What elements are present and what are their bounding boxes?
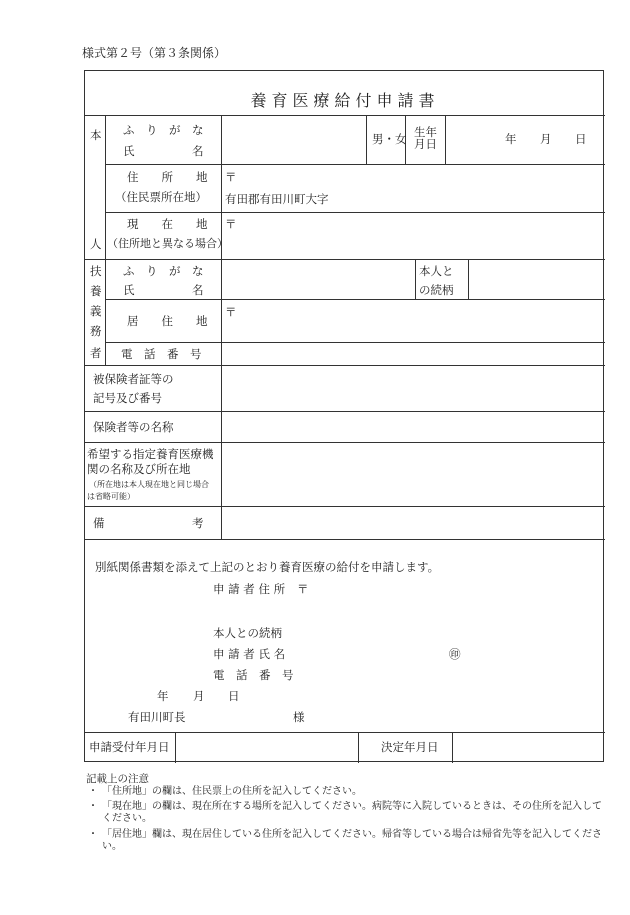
fuyou-char-2: 養 <box>90 284 102 298</box>
rule-decision-value <box>452 732 453 763</box>
relation-label-1: 本人と <box>419 264 454 278</box>
honnin-label-top: 本 <box>90 128 102 142</box>
address-label-1: 住 所 地 <box>127 170 208 184</box>
note-item-1 <box>88 786 604 798</box>
address-value[interactable]: 有田郡有田川町大字 <box>225 192 329 206</box>
rule-gender-left <box>366 115 367 164</box>
facility-note-1: （所在地は本人現在地と同じ場合 <box>89 480 209 489</box>
rule-birth-right <box>445 115 446 164</box>
sama-label: 様 <box>293 710 305 724</box>
current-label-1: 現 在 地 <box>127 217 208 231</box>
rule-title-bottom <box>85 115 605 116</box>
rule-side-label <box>105 115 106 365</box>
note-text: 「現在地」の欄は、現在所在する場所を記入してください。病院等に入院しているときは、その住所を記入してください。 <box>102 801 602 824</box>
seal-mark: ㊞ <box>449 647 461 661</box>
note-item-2 <box>88 801 604 825</box>
rule-decision-label <box>358 732 359 763</box>
birth-label-1: 生年 <box>414 125 437 139</box>
rule-relation-right <box>468 259 469 299</box>
note-item-3 <box>88 829 604 853</box>
birth-day: 日 <box>575 132 587 146</box>
form-title: 養育医療給付申請書 <box>250 91 440 110</box>
rule-name-bottom <box>105 164 605 165</box>
current-label-2: （住所地と異なる場合） <box>107 237 228 250</box>
application-form <box>84 70 604 762</box>
insurer-label: 保険者等の名称 <box>93 420 174 434</box>
birth-label-2: 月日 <box>414 137 437 151</box>
residence-label: 居 住 地 <box>127 314 208 328</box>
application-year: 年 <box>157 689 169 703</box>
notes-title: 記載上の注意 <box>86 773 149 785</box>
fuyou-phone-label: 電 話 番 号 <box>121 347 202 361</box>
note-bullet: ・ <box>88 801 98 812</box>
current-postal-mark: 〒 <box>225 217 237 231</box>
birth-year: 年 <box>505 132 517 146</box>
decision-date-label: 決定年月日 <box>381 740 439 754</box>
rule-label-column <box>221 115 222 539</box>
honnin-furigana-label: ふ り が な <box>123 123 204 137</box>
residence-postal-mark: 〒 <box>225 305 237 319</box>
rule-insurer-bottom <box>85 442 605 443</box>
address-label-2: （住民票所在地） <box>115 190 207 204</box>
received-date-label: 申請受付年月日 <box>89 740 170 754</box>
gender-select[interactable]: 男・女 <box>372 132 407 146</box>
facility-label-2: 関の名称及び所在地 <box>87 462 191 476</box>
rule-card-bottom <box>85 411 605 412</box>
rule-application-bottom <box>85 732 605 733</box>
rule-honnin-bottom <box>85 259 605 260</box>
note-text: 「居住地」欄は、現在居住している住所を記入してください。帰省等している場合は帰省先等を記入してください。 <box>102 829 602 852</box>
birth-month: 月 <box>540 132 552 146</box>
applicant-name-label: 申 請 者 氏 名 <box>213 647 286 661</box>
applicant-postal-mark: 〒 <box>297 582 309 596</box>
application-statement: 別紙関係書類を添えて上記のとおり養育医療の給付を申請します。 <box>95 560 440 574</box>
applicant-address-label: 申 請 者 住 所 <box>213 582 286 596</box>
rule-received-value <box>175 732 176 763</box>
applicant-phone-label: 電 話 番 号 <box>213 668 294 682</box>
honnin-name-label: 氏 名 <box>123 144 204 158</box>
application-day: 日 <box>228 689 240 703</box>
facility-note-2: は省略可能） <box>87 492 135 501</box>
address-postal-mark: 〒 <box>225 170 237 184</box>
card-label-2: 記号及び番号 <box>93 391 162 405</box>
fuyou-char-1: 扶 <box>90 264 102 278</box>
rule-residence-bottom <box>105 342 605 343</box>
rule-facility-bottom <box>85 506 605 507</box>
note-bullet: ・ <box>88 786 98 797</box>
fuyou-char-5: 者 <box>90 346 102 360</box>
rule-fuyou-bottom <box>85 365 605 366</box>
rule-fuyou-name-bottom <box>105 299 605 300</box>
facility-label-1: 希望する指定養育医療機 <box>87 447 214 461</box>
note-bullet: ・ <box>88 829 98 840</box>
application-month: 月 <box>193 689 205 703</box>
rule-address-bottom <box>105 212 605 213</box>
honnin-label-bottom: 人 <box>90 237 102 251</box>
note-text: 「住所地」の欄は、住民票上の住所を記入してください。 <box>102 786 362 797</box>
form-number: 様式第２号（第３条関係） <box>82 46 227 60</box>
fuyou-char-3: 義 <box>90 304 102 318</box>
fuyou-name-label: 氏 名 <box>123 283 204 297</box>
relation-label-2: の続柄 <box>419 283 454 297</box>
fuyou-furigana-label: ふ り が な <box>123 264 204 278</box>
remarks-label-1: 備 <box>93 516 105 530</box>
remarks-label-2: 考 <box>192 516 204 530</box>
rule-remarks-bottom <box>85 539 605 540</box>
rule-relation-left <box>415 259 416 299</box>
applicant-relation-label: 本人との続柄 <box>213 626 282 640</box>
fuyou-char-4: 務 <box>90 324 102 338</box>
mayor-label: 有田川町長 <box>128 710 186 724</box>
card-label-1: 被保険者証等の <box>93 372 174 386</box>
